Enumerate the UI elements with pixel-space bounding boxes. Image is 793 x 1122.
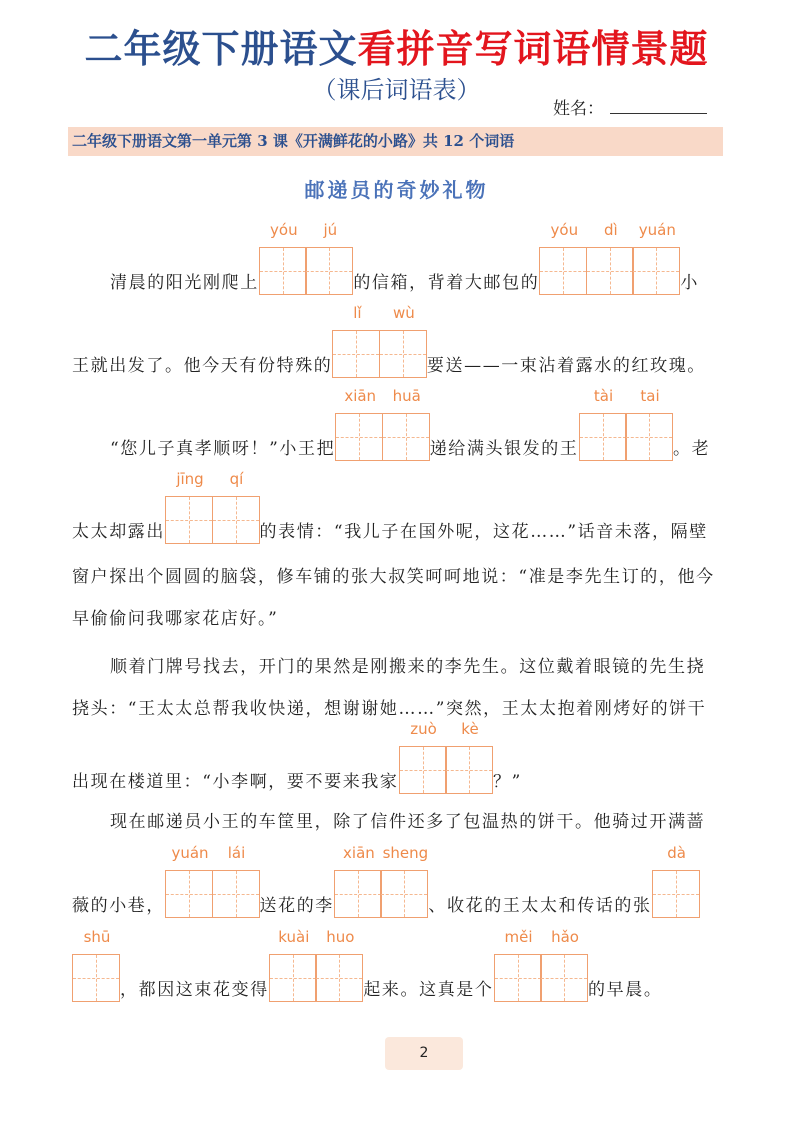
story-title: 邮递员的奇妙礼物 — [304, 178, 489, 202]
page-number: 2 — [385, 1037, 463, 1070]
story-line — [72, 541, 715, 589]
pinyin-label: yuán — [638, 221, 676, 239]
pinyin-label: qí — [229, 470, 244, 488]
story-text: “您儿子真孝顺呀！”小王把 — [110, 439, 336, 459]
story-text: 出现在楼道里：“小李啊，要不要来我家 — [72, 772, 399, 792]
pinyin-label: lái — [227, 844, 246, 862]
tianzige-writing-cell[interactable] — [382, 387, 430, 461]
tianzige-writing-cell[interactable] — [269, 928, 317, 1002]
story-line — [72, 304, 712, 378]
story-line — [72, 844, 712, 918]
story-text: 的信箱，背着大邮包的 — [353, 273, 540, 293]
story-text: 现在邮递员小王的车筐里，除了信件还多了包温热的饼干。他骑过开满蔷 — [110, 812, 706, 832]
tianzige-writing-cell[interactable] — [586, 221, 634, 295]
tianzige-writing-cell[interactable] — [259, 221, 307, 295]
story-text: 的表情：“我儿子在国外呢，这花……”话音未落，隔壁 — [259, 522, 708, 542]
pinyin-label: hǎo — [551, 928, 579, 946]
tianzige-writing-cell[interactable] — [540, 928, 588, 1002]
pinyin-label: yóu — [550, 221, 579, 239]
story-text: 递给满头银发的王 — [429, 439, 579, 459]
story-text: 清晨的阳光刚爬上 — [110, 273, 259, 293]
pinyin-label: huo — [326, 928, 355, 946]
pinyin-label: huā — [392, 387, 421, 405]
pinyin-label: yóu — [270, 221, 298, 239]
tianzige-writing-cell[interactable] — [72, 928, 120, 1002]
story-text: 起来。这真是个 — [363, 980, 494, 1000]
pinyin-label: sheng — [382, 844, 429, 862]
tianzige-writing-cell[interactable] — [332, 304, 380, 378]
story-line — [72, 387, 712, 461]
title-part2: 看拼音写词语情景题 — [357, 27, 709, 71]
pinyin-label: tai — [640, 387, 660, 405]
story-text: 顺着门牌号找去，开门的果然是刚搬来的李先生。这位戴着眼镜的先生挠 — [110, 657, 706, 677]
pinyin-label: lǐ — [353, 304, 362, 322]
tianzige-writing-cell[interactable] — [335, 387, 383, 461]
writing-box-group — [335, 387, 430, 461]
pinyin-label: kè — [461, 720, 479, 738]
writing-box-group — [72, 928, 120, 1002]
story-text: 的早晨。 — [588, 980, 663, 1000]
tianzige-writing-cell[interactable] — [494, 928, 542, 1002]
story-text: 送花的李 — [259, 896, 334, 916]
tianzige-writing-cell[interactable] — [315, 928, 363, 1002]
writing-box-group — [332, 304, 427, 378]
tianzige-writing-cell[interactable] — [165, 470, 213, 544]
story-text: 小 — [680, 273, 699, 293]
pinyin-label: jú — [323, 221, 338, 239]
tianzige-writing-cell[interactable] — [380, 844, 429, 918]
story-line — [72, 786, 712, 834]
tianzige-writing-cell[interactable] — [379, 304, 427, 378]
writing-box-group — [165, 470, 260, 544]
story-text: 太太却露出 — [72, 522, 165, 542]
pinyin-label: zuò — [410, 720, 437, 738]
tianzige-writing-cell[interactable] — [632, 221, 680, 295]
writing-box-group — [652, 844, 700, 918]
story-line — [72, 583, 712, 631]
title-part1: 二年级下册语文 — [84, 27, 358, 71]
pinyin-label: dà — [667, 844, 686, 862]
worksheet-title — [0, 18, 793, 73]
story-line — [72, 470, 712, 544]
story-text: 挠头：“王太太总帮我收快递，想谢谢她……”突然，王太太抱着刚烤好的饼干 — [72, 699, 707, 719]
tianzige-writing-cell[interactable] — [212, 470, 260, 544]
pinyin-label: dì — [603, 221, 618, 239]
tianzige-writing-cell[interactable] — [579, 387, 627, 461]
tianzige-writing-cell[interactable] — [652, 844, 700, 918]
tianzige-writing-cell[interactable] — [334, 844, 382, 918]
story-text: 薇的小巷， — [72, 896, 165, 916]
name-input-line[interactable] — [610, 113, 707, 114]
pinyin-label: yuán — [171, 844, 209, 862]
story-line — [72, 221, 712, 295]
tianzige-writing-cell[interactable] — [625, 387, 673, 461]
pinyin-label: tài — [593, 387, 614, 405]
pinyin-label: jīng — [176, 470, 204, 488]
pinyin-label: wù — [393, 304, 415, 322]
writing-box-group — [165, 844, 260, 918]
tianzige-writing-cell[interactable] — [165, 844, 213, 918]
name-label: 姓名： — [553, 99, 604, 119]
pinyin-label: měi — [504, 928, 533, 946]
pinyin-label: xiān — [343, 844, 375, 862]
tianzige-writing-cell[interactable] — [539, 221, 587, 295]
pinyin-label: xiān — [344, 387, 377, 405]
story-text: 窗户探出个圆圆的脑袋，修车铺的张大叔笑呵呵地说：“准是李先生订的，他今 — [72, 567, 715, 587]
story-line — [72, 631, 712, 679]
story-text: 早偷偷问我哪家花店好。” — [72, 609, 279, 629]
writing-box-group — [259, 221, 354, 295]
story-text: 。老 — [673, 439, 711, 459]
story-line — [72, 928, 712, 1002]
story-text: ，都因这束花变得 — [120, 980, 269, 1000]
writing-box-group — [539, 221, 680, 295]
story-line — [72, 673, 712, 721]
story-text: 、收花的王太太和传话的张 — [428, 896, 652, 916]
story-text: ？” — [493, 772, 522, 792]
writing-box-group — [579, 387, 674, 461]
story-text: 王就出发了。他今天有份特殊的 — [72, 356, 333, 376]
writing-box-group — [334, 844, 429, 918]
tianzige-writing-cell[interactable] — [305, 221, 353, 295]
pinyin-label: shū — [83, 928, 111, 946]
story-text: 要送——一束沾着露水的红玫瑰。 — [426, 356, 706, 376]
writing-box-group — [269, 928, 364, 1002]
pinyin-label: kuài — [278, 928, 310, 946]
writing-box-group — [494, 928, 589, 1002]
lesson-banner: 二年级下册语文第一单元第 3 课《开满鲜花的小路》共 12 个词语 — [68, 127, 723, 156]
subtitle: （课后词语表） — [312, 76, 481, 104]
tianzige-writing-cell[interactable] — [212, 844, 260, 918]
